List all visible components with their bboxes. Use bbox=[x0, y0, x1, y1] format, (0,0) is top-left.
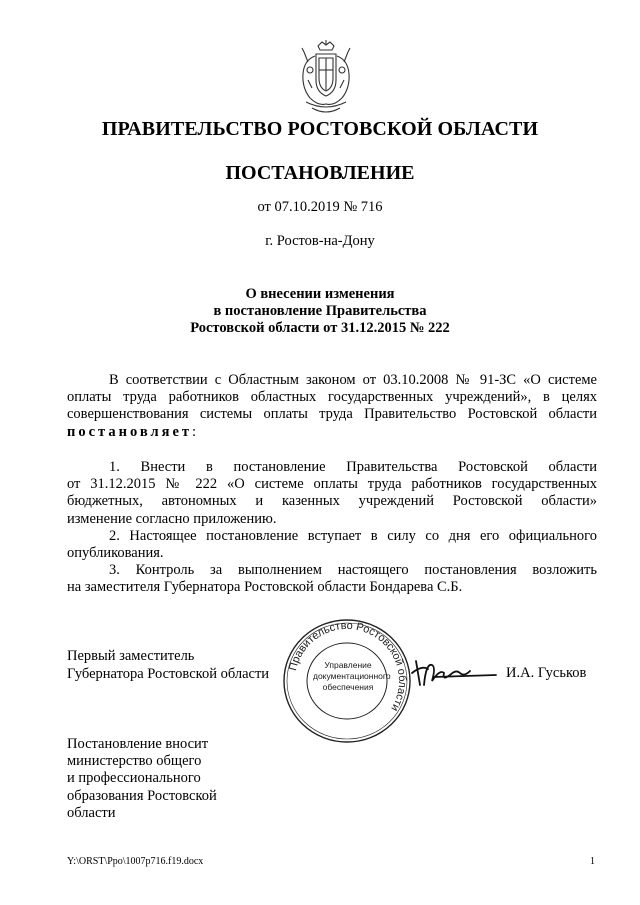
document-date-number: от 07.10.2019 № 716 bbox=[257, 199, 383, 215]
subject-line: О внесении изменения bbox=[245, 286, 395, 302]
preamble-line: В соответствии с Областным законом от 03.10.2008 № 91-ЗС «О системе bbox=[109, 372, 597, 388]
stamp-inner-line: документационного bbox=[313, 671, 391, 681]
note-line: области bbox=[67, 804, 116, 821]
stamp-ring-text: Правительство Ростовской области bbox=[287, 619, 409, 714]
item-line: на заместителя Губернатора Ростовской области Бондарева С.Б. bbox=[67, 579, 463, 596]
decree-colon: : bbox=[192, 423, 197, 440]
coat-of-arms-icon bbox=[296, 40, 356, 120]
file-path: Y:\ORST\Ppo\1007p716.f19.docx bbox=[67, 856, 204, 867]
item-line: 3. Контроль за выполнением настоящего постановления возложить bbox=[109, 562, 597, 579]
preamble-line: оплаты труда работников областных государственных учреждений», в целях bbox=[67, 389, 597, 406]
document-subject bbox=[0, 286, 640, 337]
signatory-title bbox=[67, 648, 269, 683]
note-line: Постановление вносит bbox=[67, 736, 209, 752]
decree-line bbox=[67, 424, 597, 441]
item-line: опубликования. bbox=[67, 545, 164, 562]
signatory-name: И.А. Гуськов bbox=[506, 665, 587, 681]
stamp-inner-text bbox=[313, 660, 391, 693]
introduced-by-note bbox=[67, 736, 217, 822]
stamp-inner-line: обеспечения bbox=[322, 682, 374, 692]
signatory-title-line: Губернатора Ростовской области bbox=[67, 665, 270, 682]
stamp-inner-line: Управление bbox=[324, 660, 372, 670]
document-place: г. Ростов-на-Дону bbox=[265, 233, 375, 249]
handwritten-signature-icon bbox=[410, 655, 500, 695]
note-line: министерство общего bbox=[67, 753, 202, 770]
government-title: ПРАВИТЕЛЬСТВО РОСТОВСКОЙ ОБЛАСТИ bbox=[101, 118, 539, 140]
subject-line: в постановление Правительства bbox=[213, 303, 427, 319]
note-line: образования Ростовской bbox=[67, 787, 217, 804]
subject-line: Ростовской области от 31.12.2015 № 222 bbox=[190, 320, 450, 336]
item-line: 2. Настоящее постановление вступает в силу со дня его официального bbox=[109, 527, 597, 544]
item-line: от 31.12.2015 № 222 «О системе оплаты труда работников государственных bbox=[67, 476, 597, 493]
item-line: 1. Внести в постановление Правительства Ростовской области bbox=[109, 459, 597, 475]
item-line: бюджетных, автономных и казенных учреждений Ростовской области» bbox=[67, 493, 597, 510]
decree-items bbox=[67, 459, 597, 597]
preamble-line: совершенствования системы оплаты труда Правительство Ростовской области bbox=[67, 406, 597, 423]
item-line: изменение согласно приложению. bbox=[67, 510, 277, 527]
note-line: и профессионального bbox=[67, 770, 201, 787]
signatory-title-line: Первый заместитель bbox=[67, 648, 195, 664]
document-type: ПОСТАНОВЛЕНИЕ bbox=[225, 162, 415, 184]
page-number: 1 bbox=[590, 856, 595, 867]
preamble-paragraph bbox=[67, 372, 597, 441]
decree-word: постановляет bbox=[67, 423, 193, 440]
